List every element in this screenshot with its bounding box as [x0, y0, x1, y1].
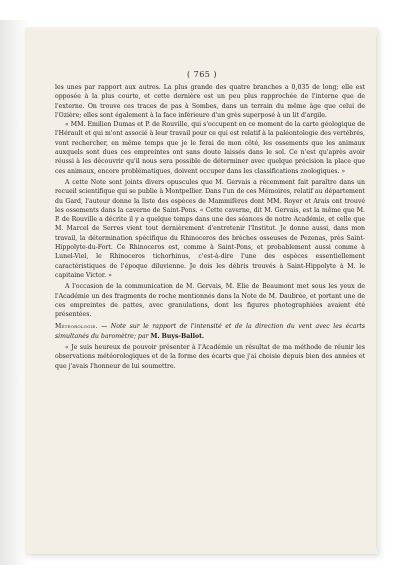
section-label: Météorologie. — [55, 323, 98, 331]
page-number: ( 765 ) — [186, 70, 218, 79]
section-author: M. Buys-Ballot. — [150, 332, 205, 340]
paragraph-closing: « Je suis heureux de pouvoir présenter à l'Académie un résultat de ma méthode de réunir les observations météorologiques et de la forme des écarts que j'ai choisie depuis bien des années et que j'avais l'honneur de lui soumettre. — [55, 344, 365, 370]
section-title: — Note sur le rapport de l'intensité et de la direction du vent avec les écarts simultanés du baromètre; par — [55, 323, 366, 340]
paragraph-gervais-note: A cette Note sont joints divers opuscules que M. Gervais a récemment fait paraître dans un recueil scientifique qui se publie à Montpellier. Dans l'un de ces Mémoires, relatif au département du Gard, l'auteur donne la liste des espèces de Mammifères dont MM. Royer et Arais ont trouvé les ossements dans la caverne de Saint-Pons. « Cette caverne, dit M. Gervais, est la même que M. P. de Rouville a décrite il y a quelque temps dans une des séances de notre Académie, et celle que M. Marcel de Serres vient tout dernièrement d'entretenir l'Institut. Je donne aussi, dans mon travail, la détermination spécifique du Rhinoceros des brèches osseuses de Pezenas, près Saint-Hippolyte-du-Fort. Ce Rhinoceros est, comme à Saint-Pons, et probablement aussi comme à Lunel-Viel, le Rhinoceros tichorhinus, c'est-à-dire l'une des espèces essentiellement caractéristiques de l'époque diluvienne. Je dois les débris trouvés à Saint-Hippolyte à M. le capitaine Victor. » — [55, 178, 365, 279]
paragraph-dumas-rouville: « MM. Emilien Dumas et P. de Rouville, qui s'occupent en ce moment de la carte géologique de l'Hérault et qui m'ont associé à leur travail pour ce qui est relatif à la paléontologie des vertébrés, vont rechercher, en même temps que je le ferai de mon côté, les ossements que les animaux auxquels sont dues ces empreintes ont sans doute laissés dans le sol. Ce n'est qu'après avoir réussi à les découvrir qu'il nous sera possible de déterminer avec quelque précision la place que ces animaux, encore problématiques, doivent occuper dans les classifications zoologiques. » — [55, 121, 365, 175]
paragraph-continuation: les unes par rapport aux autres. La plus grande des quatre branches a 0,035 de long; elle est opposée à la plus courte, et cette dernière est un peu plus rapprochée de l'interne que de l'externe. On trouve ces traces de pas à Sombes, dans un terrain du même âge que celui de l'Ozière; elles sont également à la face inférieure d'un grès superposé à un lit d'argile. — [55, 84, 365, 119]
page-text — [55, 83, 365, 371]
book-page — [26, 28, 378, 554]
section-heading — [55, 322, 365, 341]
page-edge — [376, 36, 379, 548]
paragraph-elie-de-beaumont: A l'occasion de la communication de M. Gervais, M. Elie de Beaumont met sous les yeux de l'Académie un des fragments de roche mentionnés dans la Note de M. Daubrée, et portant une de ces empreintes de pattes, avec granulations, dont les figures photographiées avaient été présentées. — [55, 283, 365, 319]
